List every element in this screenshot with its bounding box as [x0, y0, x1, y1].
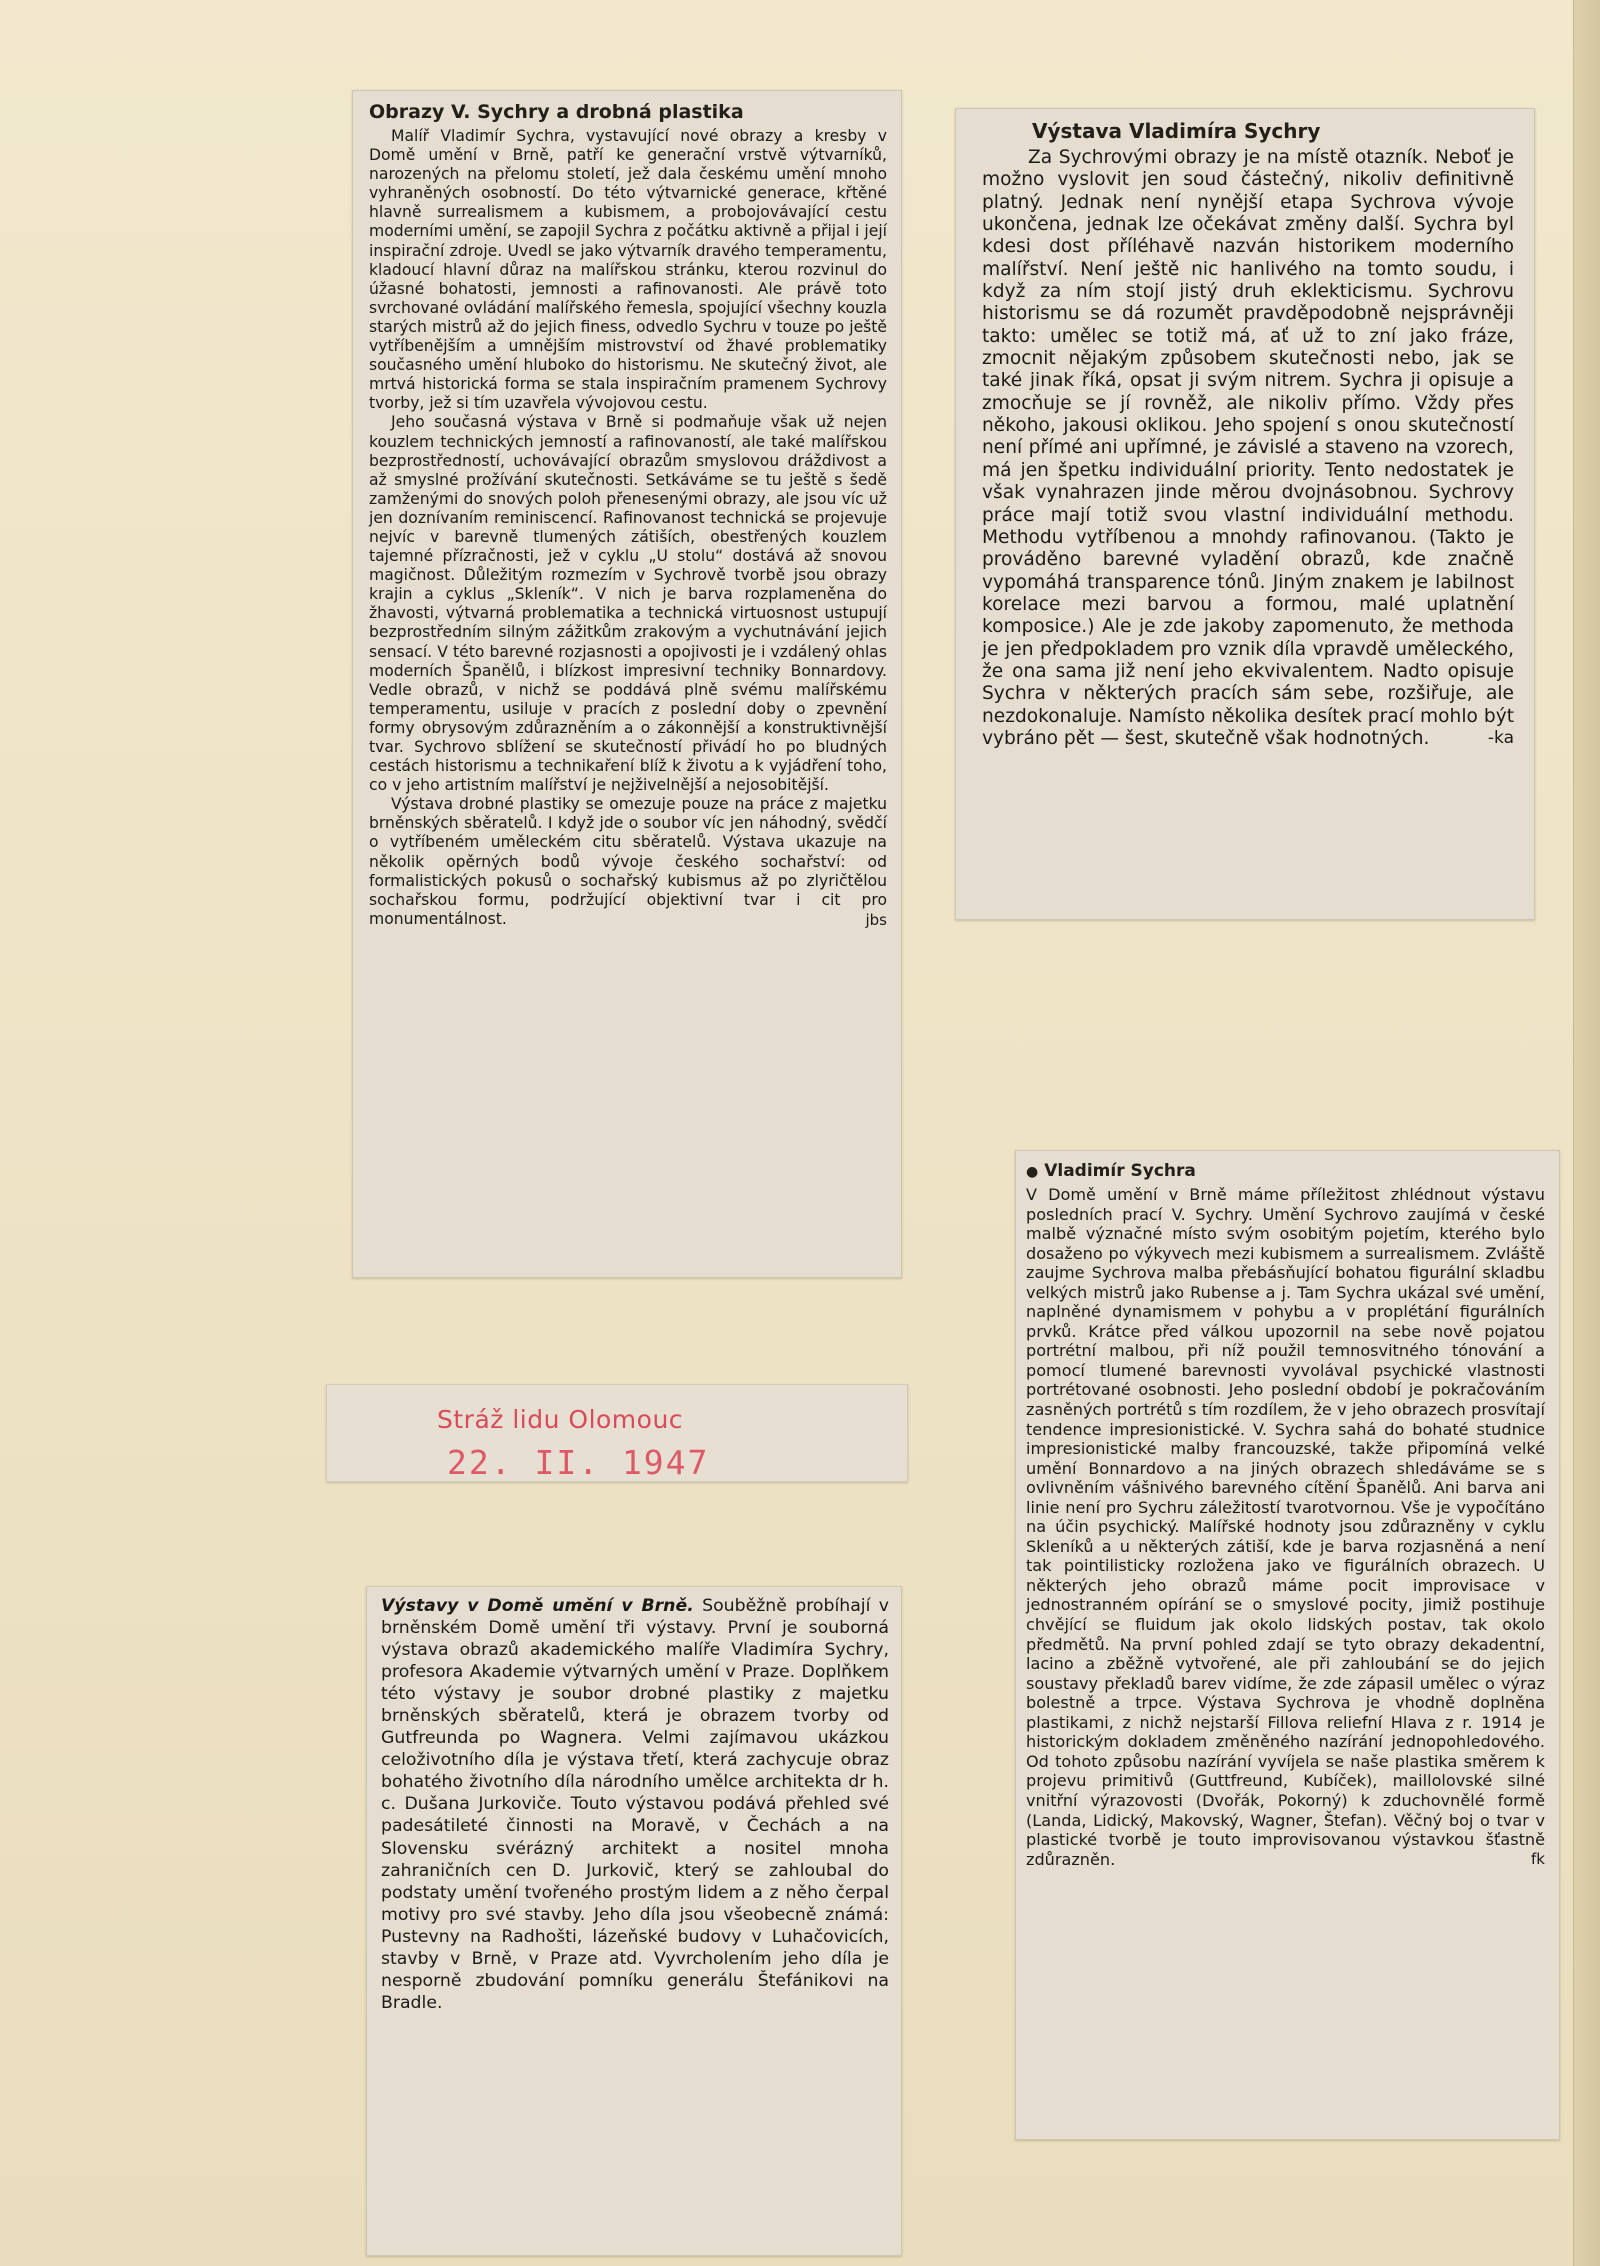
- clipping-paragraph: Výstava drobné plastiky se omezuje pouze na práce z majetku brněnských sběratelů. I když jde o soubor víc jen náhodný, svědčí o vytříbeném uměleckém citu sběratelů. Výstava ukazuje na několik opěrných bodů vývoje českého sochařství: od formalistických pokusů o sochařský kubismus až po zlyričtělou sochařskou formu, podržující objektivní tvar i cit pro monumentálnost.: [369, 795, 887, 928]
- clipping-vystava-vladimira-sychry: [955, 108, 1535, 920]
- clipping-obrazy-v-sychry: [352, 90, 902, 1278]
- bullet-icon: ●: [1026, 1164, 1039, 1180]
- clipping-lead: Výstavy v Domě umění v Brně.: [381, 1596, 694, 1616]
- author-signature: -ka: [1487, 728, 1514, 749]
- clipping-paragraph: [381, 1595, 889, 2014]
- clipping-paragraph: Za Sychrovými obrazy je na místě otazník. Neboť je možno vyslovit jen soud částečný, nikoliv definitivně platný. Jednak není nynější etapa Sychrova vývoje ukončena, jednak lze očekávat změny další. Sychra byl kdesi dost příléhavě nazván historikem moderního malířství. Není ještě nic hanlivého na tomto soudu, i když za ním stojí jistý druh eklekticismu. Sychrovu historismu se dá rozumět pravděpodobně nejsprávněji takto: umělec se totiž má, ať už to zní jako fráze, zmocnit nějakým způsobem skutečnosti nebo, jak se také jinak říká, opsat ji svým nitrem. Sychra ji opisuje a zmocňuje se jí rovněž, ale nikoliv přímo. Vždy přes někoho, jakousi oklikou. Jeho spojení s onou skutečností není přímé ani upřímné, je závislé a staveno na vzorech, má jen špetku individuální priority. Tento nedostatek je však vynahrazen jinde měrou dvojnásobnou. Sychrovy práce mají totiž svou vlastní individuální methodu. Methodu vytříbenou a mnohdy rafinovanou. (Takto je prováděno barevné vyladění obrazů, kde značně vypomáhá transparence tónů. Jiným znakem je labilnost korelace mezi barvou a formou, malé uplatnění komposice.) Ale je zde jakoby zapomenuto, že methoda je jen předpokladem pro vznik díla vpravdě uměleckého, že ona sama již není jeho ekvivalentem. Nadto opisuje Sychra v některých pracích sám sebe, rozšiřuje, ale nezdokonaluje. Namísto několika desítek prací mohlo být vybráno pět — šest, skutečně však hodnotných.: [982, 147, 1514, 749]
- author-signature: jbs: [865, 910, 887, 929]
- source-stamp-clipping: [326, 1384, 908, 1482]
- clipping-title: Výstava Vladimíra Sychry: [1032, 119, 1321, 143]
- clipping-paragraph: Malíř Vladimír Sychra, vystavující nové obrazy a kresby v Domě umění v Brně, patří ke generační vrstvě výtvarníků, narozených na přelomu století, jež dala českému umění mnoho vyhraněných osobností. Do této výtvarnické generace, křtěné hlavně surrealismem a kubismem, a probojovávající cestu moderními umění, se zapojil Sychra z počátku aktivně a přijal i její inspirační zdroje. Uvedl se jako výtvarník dravého temperamentu, kladoucí hlavní důraz na malířskou stránku, kterou rozvinul do úžasné bohatosti, jemnosti a rafinovanosti. Ale právě toto svrchované ovládání malířského řemesla, spojující všechny kouzla starých mistrů až do jejich finess, odvedlo Sychru v touze po ještě vytříbenějším a umnějším mistrovství od žhavé problematiky současného umění hluboko do historismu. Ne skutečný život, ale mrtvá historická forma se stala inspiračním pramenem Sychrovy tvorby, jež si tím uzavřela vývojovou cestu.: [369, 127, 887, 413]
- clipping-vystavy-v-dome-umeni: [366, 1586, 902, 2256]
- clipping-vladimir-sychra: [1015, 1150, 1560, 2140]
- sheet-edge: [1573, 0, 1600, 2266]
- clipping-title-text: Vladimír Sychra: [1044, 1161, 1196, 1181]
- clipping-paragraph: Jeho současná výstava v Brně si podmaňuje však už nejen kouzlem technických jemností a rafinovaností, ale také malířskou bezprostředností, uchovávající obrazům smyslovou dráždivost a až smyslné prožívání skutečnosti. Setkáváme se tu ještě s šedě zamženými do snových poloh přenesenými obrazy, ale jsou víc už jen doznívaním reminiscencí. Rafinovanost technická se projevuje nejvíc v barevně tlumených zátiších, obestřených kouzlem tajemné přízračnosti, jež v cyklu „U stolu“ dostává až snovou magičnost. Důležitým rozmezím v Sychrově tvorbě jsou obrazy krajin a cyklus „Skleník“. V nich je barva rozplameněna do žhavosti, výtvarná problematika a technická virtuosnost ustupují bezprostředním silným zážitkům zrakovým a vychutnávání jejich sensací. V této barevné rozjasnosti a opojivosti je i vzdálený ohlas moderních Španělů, i blízkost impresivní techniky Bonnardovy. Vedle obrazů, v nichž se poddává plně svému malířskému temperamentu, usiluje v pracích z poslední doby o zpevnění formy obrysovým zdůrazněním a o zákonnější a konstruktivnější tvar. Sychrovo sblížení se skutečností přivádí ho po bludných cestách historismu a technikaření blíž k životu a k vyjádření toho, co v jeho artistním malířství je nejživelnější a nejosobitější.: [369, 413, 887, 795]
- clipping-title: [1026, 1161, 1545, 1181]
- date-stamp: 22. II. 1947: [447, 1443, 710, 1482]
- clipping-body: Souběžně probíhají v brněnském Domě umění tři výstavy. První je souborná výstava obrazů akademického malíře Vladimíra Sychry, profesora Akademie výtvarných umění v Praze. Doplňkem této výstavy je soubor drobné plastiky z majetku brněnských sběratelů, která je obrazem tvorby od Gutfreunda po Wagnera. Velmi zajímavou ukázkou celoživotního díla je výstava třetí, která zachycuje obraz bohatého životního díla národního umělce architekta dr h. c. Dušana Jurkoviče. Touto výstavou podává přehled své padesátileté činnosti na Moravě, v Čechách a na Slovensku svérázný architekt a nositel mnoha zahraničních cen D. Jurkovič, který se zahloubal do podstaty umění tvořeného prostým lidem a z něho čerpal motivy pro své stavby. Jeho díla jsou všeobecně známá: Pustevny na Radhošti, lázeňské budovy v Luhačovicích, stavby v Brně, v Praze atd. Vyvrcholením jeho díla je nesporně zbudování pomníku generálu Štefánikovi na Bradle.: [381, 1596, 889, 2013]
- newspaper-source-stamp: Stráž lidu Olomouc: [437, 1405, 684, 1434]
- clipping-paragraph: V Domě umění v Brně máme příležitost zhlédnout výstavu posledních prací V. Sychry. Umění Sychrovo zaujímá v české malbě význačné místo svým osobitým pojetím, kterého bylo dosaženo po výkyvech mezi kubismem a surrealismem. Zvláště zaujme Sychrova malba přebásňující bohatou figurální skladbu velkých mistrů jako Rubense a j. Tam Sychra ukázal své umění, naplněné dynamismem v pohybu a v proplétání figurálních prvků. Krátce před válkou upozornil na sebe nově pojatou portrétní malbou, při níž použil temnosvitného tónování a pomocí tlumené barevnosti vyvolával psychické vlastnosti portrétované osobnosti. Jeho poslední období je pokračováním zasněných portrétů s tím rozdílem, že v jeho obrazech prosvítají tendence impresionistické. V. Sychra sahá do bohaté studnice impresionistické malby francouzské, takže připomíná velké umění Bonnardovo a na jiných obrazech shledáváme se s ovlivněním vášnivého barevného cítění Španělů. Ani barva ani linie není pro Sychru záležitostí tvarotvornou. Vše je vypočítáno na účin psychický. Malířské hodnoty jsou zdůrazněny v cyklu Skleníků a u některých zátiší, kde je barva rozjasněná a není tak pointilisticky rozložena jako ve figurálních obrazech. U některých jeho obrazů máme pocit improvisace v jednostranném opírání se o smyslové pocity, jimiž postihuje chvějící se fluidum jak okolo lidských postav, tak okolo předmětů. Na první pohled zdají se tyto obrazy dekadentní, lacino a zběžně vytvořené, ale při zahloubání se do jejich soustavy překladů barev vidíme, že zde zápasil umělec o výraz bolestně a trpce. Výstava Sychrova je vhodně doplněna plastikami, z nichž nejstarší Fillova reliefní Hlava z r. 1914 je historickým dokladem změněného nazírání jednopohledového. Od tohoto způsobu nazírání vyvíjela se naše plastika směrem k projevu primitivů (Guttfreund, Kubíček), maillolovské silné vnitřní výrazovosti (Dvořák, Pokorný) k zduchovnělé formě (Landa, Lidický, Makovský, Wagner, Štefan). Věčný boj o tvar v plastické tvorbě je touto improvisovanou výstavkou šťastně zdůrazněn.: [1026, 1185, 1545, 1869]
- clipping-title: Obrazy V. Sychry a drobná plastika: [369, 101, 744, 123]
- author-signature: fk: [1531, 1850, 1545, 1869]
